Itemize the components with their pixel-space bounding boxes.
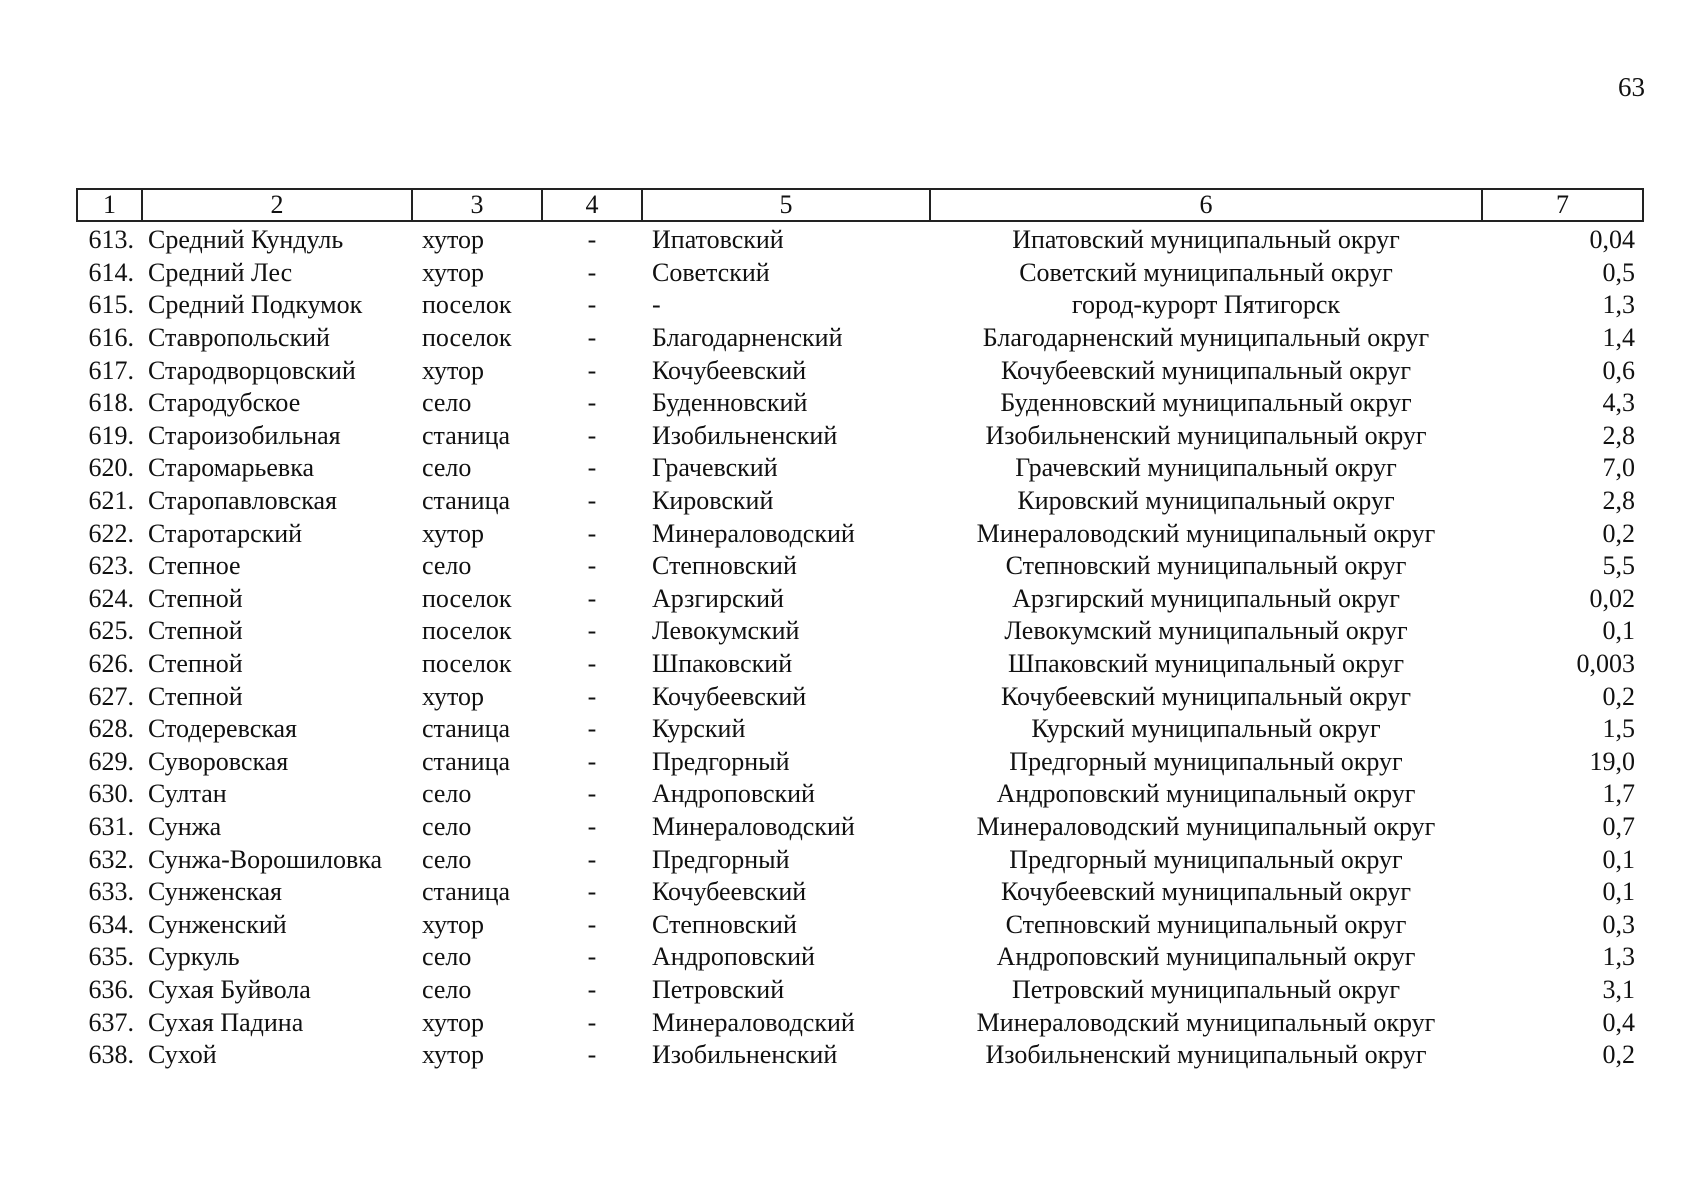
municipality-name: Кочубеевский муниципальный округ (1000, 681, 1412, 711)
table-row (77, 778, 1643, 811)
numeric-value: 0,003 (1576, 649, 1635, 679)
settlement-type: хутор (422, 681, 485, 711)
settlement-type: поселок (422, 616, 512, 646)
district-name: Арзгирский (652, 583, 784, 613)
settlement-type: хутор (422, 1007, 485, 1037)
settlement-name: Сунжа-Ворошиловка (148, 844, 383, 874)
numeric-value: 0,2 (1602, 1040, 1635, 1070)
numeric-value: 0,4 (1602, 1007, 1635, 1037)
settlement-name: Стародворцовский (148, 355, 356, 385)
table-row (77, 1039, 1643, 1072)
column-4-value: - (587, 355, 597, 385)
column-4-value: - (587, 909, 597, 939)
column-4-value: - (587, 486, 597, 516)
municipality-name: город-курорт Пятигорск (1071, 290, 1341, 320)
municipality-name: Минераловодский муниципальный округ (976, 518, 1436, 548)
settlement-name: Сухой (148, 1040, 217, 1070)
column-4-value: - (587, 257, 597, 287)
numeric-value: 0,2 (1602, 681, 1635, 711)
municipality-name: Изобильненский муниципальный округ (985, 420, 1427, 450)
table-row (77, 908, 1643, 941)
district-name: Кочубеевский (652, 355, 807, 385)
district-name: Минераловодский (652, 811, 855, 841)
settlement-name: Степное (148, 551, 241, 581)
municipality-name: Андроповский муниципальный округ (996, 779, 1416, 809)
row-number: 617. (88, 355, 134, 385)
district-name: Андроповский (652, 779, 815, 809)
numeric-value: 3,1 (1602, 974, 1635, 1004)
numeric-value: 2,8 (1602, 420, 1635, 450)
numeric-value: 7,0 (1602, 453, 1635, 483)
column-4-value: - (587, 420, 597, 450)
row-number: 630. (88, 779, 134, 809)
settlement-name: Суворовская (148, 746, 289, 776)
table-row (77, 485, 1643, 518)
settlement-name: Ставропольский (148, 323, 330, 353)
settlement-name: Старотарский (148, 518, 303, 548)
table-row (77, 680, 1643, 713)
table-row (77, 876, 1643, 909)
settlement-type: хутор (422, 518, 485, 548)
header-col-1: 1 (77, 189, 142, 221)
municipality-name: Благодарненский муниципальный округ (982, 323, 1430, 353)
column-4-value: - (587, 974, 597, 1004)
table-row (77, 420, 1643, 453)
header-col-5: 5 (642, 189, 930, 221)
table-row (77, 289, 1643, 322)
settlement-name: Средний Кундуль (148, 225, 344, 255)
municipality-name: Кочубеевский муниципальный округ (1000, 355, 1412, 385)
district-name: Шпаковский (652, 649, 793, 679)
district-name: Грачевский (652, 453, 778, 483)
settlement-type: хутор (422, 257, 485, 287)
settlement-type: станица (422, 486, 511, 516)
district-name: Благодарненский (652, 323, 843, 353)
column-4-value: - (587, 225, 597, 255)
settlement-type: хутор (422, 909, 485, 939)
numeric-value: 0,6 (1602, 355, 1635, 385)
settlement-type: село (422, 942, 472, 972)
numeric-value: 19,0 (1589, 746, 1635, 776)
district-name: Предгорный (652, 844, 790, 874)
municipality-name: Кировский муниципальный округ (1017, 486, 1395, 516)
column-4-value: - (587, 323, 597, 353)
municipality-name: Степновский муниципальный округ (1005, 909, 1407, 939)
column-4-value: - (587, 518, 597, 548)
table-row (77, 452, 1643, 485)
row-number: 631. (88, 811, 134, 841)
settlement-name: Сухая Падина (148, 1007, 304, 1037)
settlement-name: Сухая Буйвола (148, 974, 311, 1004)
column-4-value: - (587, 583, 597, 613)
municipality-name: Андроповский муниципальный округ (996, 942, 1416, 972)
district-name: Ипатовский (652, 225, 784, 255)
column-4-value: - (587, 290, 597, 320)
settlement-type: станица (422, 420, 511, 450)
table-row (77, 746, 1643, 779)
row-number: 615. (88, 290, 134, 320)
municipality-name: Левокумский муниципальный округ (1004, 616, 1408, 646)
municipality-name: Минераловодский муниципальный округ (976, 1007, 1436, 1037)
table-row (77, 387, 1643, 420)
numeric-value: 0,7 (1602, 811, 1635, 841)
row-number: 620. (88, 453, 134, 483)
table-row (77, 517, 1643, 550)
column-4-value: - (587, 1007, 597, 1037)
table-row (77, 974, 1643, 1007)
district-name: Минераловодский (652, 1007, 855, 1037)
settlement-type: хутор (422, 225, 485, 255)
row-number: 619. (88, 420, 134, 450)
settlement-name: Степной (148, 616, 243, 646)
municipality-name: Курский муниципальный округ (1031, 714, 1381, 744)
settlement-name: Средний Лес (148, 257, 293, 287)
column-4-value: - (587, 877, 597, 907)
settlement-name: Средний Подкумок (148, 290, 363, 320)
settlement-name: Сунженский (148, 909, 287, 939)
column-4-value: - (587, 714, 597, 744)
row-number: 628. (88, 714, 134, 744)
settlement-type: хутор (422, 355, 485, 385)
settlement-type: станица (422, 714, 511, 744)
settlement-name: Суркуль (148, 942, 240, 972)
municipality-name: Шпаковский муниципальный округ (1008, 649, 1404, 679)
municipality-name: Буденновский муниципальный округ (1000, 388, 1412, 418)
row-number: 635. (88, 942, 134, 972)
numeric-value: 1,4 (1602, 323, 1635, 353)
settlement-type: село (422, 551, 472, 581)
table-row (77, 713, 1643, 746)
row-number: 627. (88, 681, 134, 711)
settlement-type: хутор (422, 1040, 485, 1070)
numeric-value: 0,1 (1602, 877, 1635, 907)
table-header (77, 189, 1643, 221)
settlement-type: станица (422, 746, 511, 776)
table-row (77, 583, 1643, 616)
numeric-value: 0,1 (1602, 844, 1635, 874)
numeric-value: 5,5 (1602, 551, 1635, 581)
row-number: 614. (88, 257, 134, 287)
numeric-value: 0,3 (1602, 909, 1635, 939)
district-name: Изобильненский (652, 1040, 838, 1070)
district-name: Советский (652, 257, 770, 287)
municipality-name: Предгорный муниципальный округ (1009, 844, 1403, 874)
numeric-value: 1,3 (1602, 942, 1635, 972)
district-name: Курский (652, 714, 746, 744)
numeric-value: 1,7 (1602, 779, 1635, 809)
district-name: Кировский (652, 486, 774, 516)
municipality-name: Кочубеевский муниципальный округ (1000, 877, 1412, 907)
page-number: 63 (1618, 72, 1645, 102)
column-4-value: - (587, 453, 597, 483)
settlement-type: село (422, 974, 472, 1004)
column-4-value: - (587, 942, 597, 972)
settlement-type: село (422, 779, 472, 809)
table-row (77, 221, 1643, 257)
table-body (77, 221, 1643, 1071)
table-row (77, 550, 1643, 583)
settlement-type: поселок (422, 290, 512, 320)
settlement-name: Степной (148, 681, 243, 711)
settlement-type: село (422, 844, 472, 874)
column-4-value: - (587, 681, 597, 711)
table-row (77, 322, 1643, 355)
header-col-6: 6 (930, 189, 1482, 221)
row-number: 625. (88, 616, 134, 646)
district-name: Степновский (652, 909, 797, 939)
settlement-type: поселок (422, 649, 512, 679)
row-number: 633. (88, 877, 134, 907)
district-name: Минераловодский (652, 518, 855, 548)
numeric-value: 0,04 (1589, 225, 1635, 255)
header-row (77, 189, 1643, 221)
row-number: 616. (88, 323, 134, 353)
municipality-name: Изобильненский муниципальный округ (985, 1040, 1427, 1070)
municipality-name: Предгорный муниципальный округ (1009, 746, 1403, 776)
district-name: Андроповский (652, 942, 815, 972)
row-number: 622. (88, 518, 134, 548)
numeric-value: 0,5 (1602, 257, 1635, 287)
column-4-value: - (587, 844, 597, 874)
numeric-value: 0,02 (1589, 583, 1635, 613)
row-number: 629. (88, 746, 134, 776)
numeric-value: 4,3 (1602, 388, 1635, 418)
table-row (77, 1006, 1643, 1039)
row-number: 618. (88, 388, 134, 418)
row-number: 638. (88, 1040, 134, 1070)
column-4-value: - (587, 779, 597, 809)
header-col-3: 3 (412, 189, 542, 221)
row-number: 621. (88, 486, 134, 516)
municipality-name: Петровский муниципальный округ (1012, 974, 1400, 1004)
district-name: Степновский (652, 551, 797, 581)
settlement-type: село (422, 453, 472, 483)
column-4-value: - (587, 616, 597, 646)
numeric-value: 0,1 (1602, 616, 1635, 646)
numeric-value: 0,2 (1602, 518, 1635, 548)
settlement-name: Староизобильная (148, 420, 341, 450)
district-name: Левокумский (652, 616, 800, 646)
settlement-type: поселок (422, 323, 512, 353)
district-name: Петровский (652, 974, 785, 1004)
numeric-value: 2,8 (1602, 486, 1635, 516)
numeric-value: 1,5 (1602, 714, 1635, 744)
settlement-name: Старопавловская (148, 486, 337, 516)
header-col-7: 7 (1482, 189, 1643, 221)
settlement-type: станица (422, 877, 511, 907)
municipality-name: Грачевский муниципальный округ (1015, 453, 1397, 483)
settlement-name: Султан (148, 779, 227, 809)
column-4-value: - (587, 649, 597, 679)
row-number: 634. (88, 909, 134, 939)
settlement-name: Сунжа (148, 811, 222, 841)
column-4-value: - (587, 388, 597, 418)
municipality-name: Ипатовский муниципальный округ (1012, 225, 1400, 255)
header-col-2: 2 (142, 189, 412, 221)
row-number: 623. (88, 551, 134, 581)
row-number: 626. (88, 649, 134, 679)
column-4-value: - (587, 811, 597, 841)
row-number: 613. (88, 225, 134, 255)
row-number: 632. (88, 844, 134, 874)
table-row (77, 615, 1643, 648)
column-4-value: - (587, 551, 597, 581)
settlement-name: Сунженская (148, 877, 282, 907)
header-col-4: 4 (542, 189, 642, 221)
district-name: Буденновский (652, 388, 808, 418)
settlement-name: Стодеревская (148, 714, 297, 744)
settlement-name: Стародубское (148, 388, 301, 418)
numeric-value: 1,3 (1602, 290, 1635, 320)
settlements-table (76, 188, 1644, 1071)
municipality-name: Степновский муниципальный округ (1005, 551, 1407, 581)
table-row (77, 648, 1643, 681)
municipality-name: Минераловодский муниципальный округ (976, 811, 1436, 841)
table-row (77, 811, 1643, 844)
row-number: 624. (88, 583, 134, 613)
district-name: Кочубеевский (652, 877, 807, 907)
municipality-name: Арзгирский муниципальный округ (1012, 583, 1400, 613)
table-row (77, 257, 1643, 290)
district-name: Изобильненский (652, 420, 838, 450)
district-name: - (652, 290, 661, 320)
settlement-type: село (422, 811, 472, 841)
settlement-name: Степной (148, 583, 243, 613)
settlement-type: поселок (422, 583, 512, 613)
settlement-type: село (422, 388, 472, 418)
column-4-value: - (587, 746, 597, 776)
row-number: 636. (88, 974, 134, 1004)
municipality-name: Советский муниципальный округ (1019, 257, 1393, 287)
table-row (77, 354, 1643, 387)
district-name: Кочубеевский (652, 681, 807, 711)
table-row (77, 843, 1643, 876)
settlement-name: Старомарьевка (148, 453, 314, 483)
column-4-value: - (587, 1040, 597, 1070)
table-row (77, 941, 1643, 974)
row-number: 637. (88, 1007, 134, 1037)
settlement-name: Степной (148, 649, 243, 679)
district-name: Предгорный (652, 746, 790, 776)
